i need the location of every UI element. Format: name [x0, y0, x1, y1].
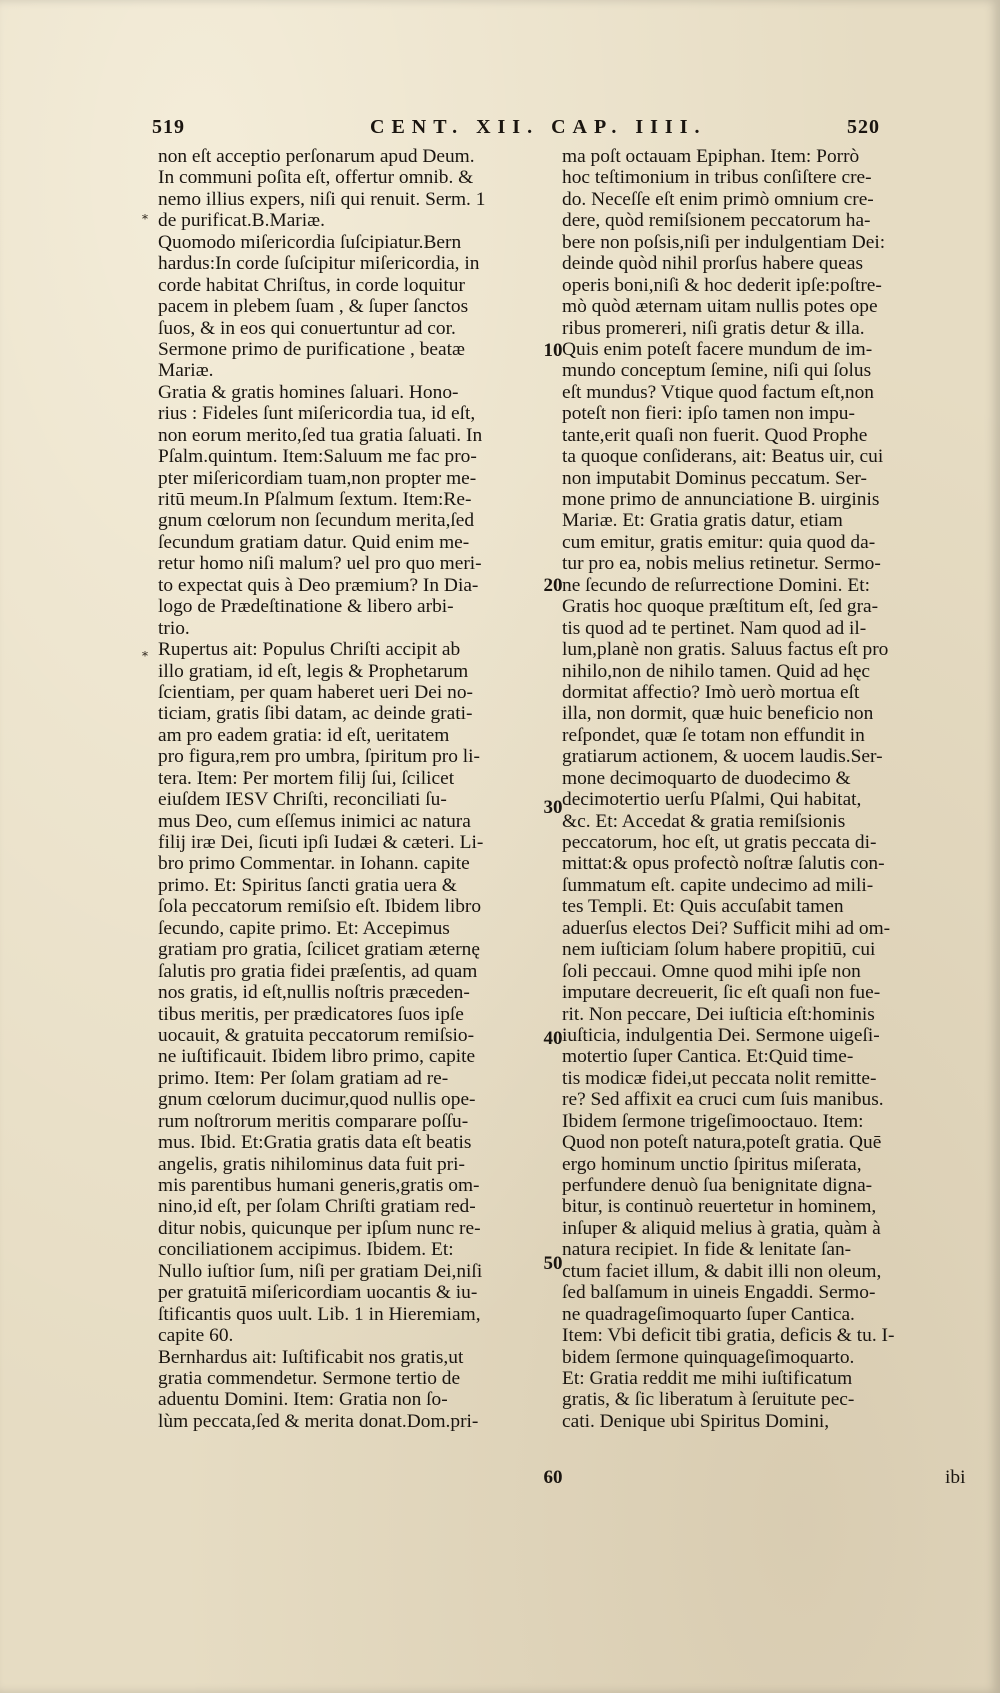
right-text-line: bidem ſermone quinquageſimoquarto. — [562, 1346, 855, 1368]
right-column — [562, 146, 994, 1432]
right-text-line: mò quòd æternam uitam nullis potes ope — [562, 296, 878, 318]
left-text-line: mus Deo, cum eſſemus inimici ac natura — [158, 810, 471, 832]
left-text-line: eiuſdem IESV Chriſti, reconciliati ſu- — [158, 789, 447, 811]
line-number: 10 — [543, 340, 563, 361]
right-text-line: tante,erit quaſi non fuerit. Quod Prophe — [562, 424, 868, 446]
left-text-line: In communi poſita eſt, offertur omnib. & — [158, 167, 474, 189]
left-text-line: Sermone primo de purificatione , beatæ — [158, 338, 465, 360]
right-text-line: Quod non poteſt natura,poteſt gratia. Quē — [562, 1132, 882, 1154]
page-number-right: 520 — [847, 116, 880, 138]
left-text-line: ſola peccatorum remiſsio eſt. Ibidem libro — [158, 896, 482, 918]
right-text-line: ctum faciet illum, & dabit illi non oleum, — [562, 1260, 882, 1282]
right-text-line: dere, quòd remiſsionem peccatorum ha- — [562, 210, 871, 232]
right-text-line: gratis, & ſic liberatum à ſeruitute pec- — [562, 1389, 855, 1411]
left-text-line: pter miſericordiam tuam,non propter me- — [158, 467, 477, 489]
right-text-line: imputare decreuerit, ſic eſt quaſi non fue- — [562, 982, 881, 1004]
left-text-line: ticiam, gratis ſibi datam, ac deinde grati- — [158, 703, 473, 725]
page-number-left: 519 — [152, 116, 185, 138]
left-text-line: mus. Ibid. Et:Gratia gratis data eſt beatis — [158, 1132, 472, 1154]
catchword: ibi — [945, 1467, 966, 1488]
left-text-line: Quomodo miſericordia ſuſcipiatur.Bern — [158, 231, 462, 253]
left-text-line: ſuos, & in eos qui conuertuntur ad cor. — [158, 317, 456, 339]
left-text-line: gnum cœlorum non ſecundum merita,ſed — [158, 510, 475, 532]
right-text-line: tis quod ad te pertinet. Nam quod ad il- — [562, 617, 867, 639]
running-title: CENT. XII. CAP. IIII. — [370, 116, 707, 138]
right-text-line: ne ſecundo de reſurrectione Domini. Et: — [562, 574, 870, 596]
left-text-line: Pſalm.quintum. Item:Saluum me fac pro- — [158, 446, 477, 468]
left-text-line: retur homo niſi malum? uel pro quo meri- — [158, 553, 482, 575]
left-text-line: per gratuitā miſericordiam uocantis & iu- — [158, 1282, 478, 1304]
right-text-line: mundo conceptum ſemine, niſi qui ſolus — [562, 360, 872, 382]
left-text-line: Rupertus ait: Populus Chriſti accipit ab — [158, 639, 461, 661]
right-text-line: hoc teſtimonium in tribus conſiſtere cre- — [562, 167, 872, 189]
left-text-line: aduentu Domini. Item: Gratia non ſo- — [158, 1389, 448, 1411]
right-text-line: Ibidem ſermone trigeſimooctauo. Item: — [562, 1110, 864, 1132]
left-text-line: nemo illius expers, niſi qui renuit. Serm. 1 — [158, 188, 486, 210]
right-text-line: Item: Vbi deficit tibi gratia, deficis & tu. I- — [562, 1325, 895, 1347]
left-text-line: primo. Item: Per ſolam gratiam ad re- — [158, 1067, 449, 1089]
left-text-line: nino,id eſt, per ſolam Chriſti gratiam red- — [158, 1196, 476, 1218]
right-text-line: tes Templi. Et: Quis accuſabit tamen — [562, 896, 844, 918]
right-text-line: natura recipiet. In fide & lenitate ſan- — [562, 1239, 852, 1261]
left-text-line: gratiam pro gratia, ſcilicet gratiam æternę — [158, 939, 480, 961]
left-text-line: ſecundum gratiam datur. Quid enim me- — [158, 531, 470, 553]
right-text-line: ſummatum eſt. capite undecimo ad mili- — [562, 874, 874, 896]
line-number: 20 — [543, 575, 563, 596]
running-header — [140, 116, 880, 142]
left-text-line: pacem in plebem ſuam , & ſuper ſanctos — [158, 296, 469, 318]
left-text-line: ſtificantis quos uult. Lib. 1 in Hieremiam, — [158, 1303, 481, 1325]
left-text-line: capite 60. — [158, 1325, 234, 1347]
right-text-line: ribus promereri, niſi gratis detur & illa. — [562, 317, 865, 339]
right-text-line: bitur, is continuò reuertetur in hominem, — [562, 1196, 877, 1218]
left-text-line: mis parentibus humani generis,gratis om- — [158, 1175, 480, 1196]
right-text-line: mone decimoquarto de duodecimo & — [562, 767, 851, 789]
right-text-line: ergo hominum unctio ſpiritus miſerata, — [562, 1153, 862, 1175]
right-text-line: dormitat affectio? Imò uerò mortua eſt — [562, 681, 860, 703]
left-text-line: ditur nobis, quicunque per ipſum nunc re- — [158, 1217, 481, 1239]
margin-asterisk: * — [142, 212, 148, 226]
left-text-line: Gratia & gratis homines ſaluari. Hono- — [158, 381, 459, 403]
right-text-line: mone primo de annunciatione B. uirginis — [562, 489, 880, 510]
left-text-line: non eorum merito,ſed tua gratia ſaluati. In — [158, 424, 483, 446]
margin-asterisk: * — [142, 649, 148, 663]
left-text-line: nos gratis, id eſt,nullis noſtris præceden- — [158, 982, 470, 1004]
left-text-line: rum noſtrorum meritis comparare poſſu- — [158, 1110, 469, 1132]
left-text-line: ſecundo, capite primo. Et: Accepimus — [158, 917, 450, 939]
left-text-line: trio. — [158, 617, 190, 639]
right-text-line: ta quoque conſiderans, ait: Beatus uir, cui — [562, 446, 884, 468]
right-text-line: &c. Et: Accedat & gratia remiſsionis — [562, 810, 846, 832]
left-text-line: gnum cœlorum ducimur,quod nullis ope- — [158, 1089, 476, 1111]
left-text-line: corde habitat Chriſtus, in corde loquitur — [158, 274, 465, 296]
left-text-line: de purificat.B.Mariæ. — [158, 210, 325, 232]
left-text-line: ſalutis pro gratia fidei præſentis, ad quam — [158, 960, 478, 982]
line-number: 40 — [543, 1028, 563, 1049]
right-text-line: illa, non dormit, quæ huic beneficio non — [562, 703, 874, 725]
right-text-line: deinde quòd nihil prorſus habere queas — [562, 253, 864, 275]
right-text-line: nem iuſticiam ſolum habere propitiū, cui — [562, 939, 876, 961]
left-text-line: non eſt acceptio perſonarum apud Deum. — [158, 146, 475, 167]
left-text-line: Bernhardus ait: Iuſtificabit nos gratis,ut — [158, 1346, 464, 1368]
right-text-line: ne quadrageſimoquarto ſuper Cantica. — [562, 1303, 855, 1325]
right-text-line: do. Neceſſe eſt enim primò omnium cre- — [562, 188, 874, 210]
right-text-line: re? Sed affixit ea cruci cum ſuis manibus. — [562, 1089, 884, 1111]
right-text-line: bere non poſsis,niſi per indulgentiam Dei: — [562, 231, 886, 253]
left-text-line: Mariæ. — [158, 360, 214, 382]
right-text-line: Quis enim poteſt facere mundum de im- — [562, 338, 873, 360]
left-text-line: angelis, gratis nihilominus data fuit pri- — [158, 1153, 465, 1175]
left-text-line: to expectat quis à Deo præmium? In Dia- — [158, 574, 479, 596]
right-text-line: cati. Denique ubi Spiritus Domini, — [562, 1410, 830, 1432]
right-text-line: Gratis hoc quoque præſtitum eſt, ſed gra- — [562, 596, 879, 618]
right-text-line: lum,planè non gratis. Saluus factus eſt pro — [562, 639, 889, 661]
right-text-line: ma poſt octauam Epiphan. Item: Porrò — [562, 146, 860, 167]
left-text-line: primo. Et: Spiritus ſancti gratia uera & — [158, 874, 457, 896]
right-text-line: ſoli peccaui. Omne quod mihi ipſe non — [562, 960, 861, 982]
left-text-line: ritū meum.In Pſalmum ſextum. Item:Re- — [158, 489, 472, 510]
left-text-line: uocauit, & gratuita peccatorum remiſsio- — [158, 1024, 475, 1046]
left-text-line: gratia commendetur. Sermone tertio de — [158, 1367, 461, 1389]
right-text-line: mittat:& opus profectò noſtræ ſalutis con- — [562, 853, 885, 875]
right-text-line: aduerſus electos Dei? Sufficit mihi ad om- — [562, 917, 891, 939]
left-text-line: ſcientiam, per quam haberet ueri Dei no- — [158, 681, 473, 703]
left-text-line: conciliationem accipimus. Ibidem. Et: — [158, 1239, 454, 1261]
right-text-line: nihilo,non de nihilo tamen. Quid ad hęc — [562, 660, 871, 682]
line-number: 30 — [543, 797, 563, 818]
left-text-line: illo gratiam, id eſt, legis & Prophetarum — [158, 660, 469, 682]
right-text-line: reſpondet, quæ ſe totam non effundit in — [562, 724, 865, 746]
right-text-line: iuſticia, indulgentia Dei. Sermone uigeſi- — [562, 1024, 880, 1046]
right-text-line: operis boni,niſi & hoc dederit ipſe:poſtre- — [562, 274, 882, 296]
right-text-line: ſed balſamum in uineis Engaddi. Sermo- — [562, 1282, 876, 1304]
left-text-line: ne iuſtificauit. Ibidem libro primo, capite — [158, 1046, 476, 1068]
right-text-line: eſt mundus? Vtique quod factum eſt,non — [562, 381, 874, 403]
left-text-line: Nullo iuſtior ſum, niſi per gratiam Dei,niſi — [158, 1260, 483, 1282]
left-text-line: tibus meritis, per prædicatores ſuos ipſe — [158, 1003, 464, 1025]
right-text-line: tis modicæ fidei,ut peccata nolit remitte- — [562, 1067, 877, 1089]
right-text-line: peccatorum, hoc eſt, ut gratis peccata di- — [562, 832, 877, 853]
left-text-line: logo de Prædeſtinatione & libero arbi- — [158, 596, 454, 618]
right-text-line: motertio ſuper Cantica. Et:Quid time- — [562, 1046, 854, 1068]
right-text-line: tur pro ea, nobis melius retinetur. Sermo- — [562, 553, 881, 575]
right-text-line: decimotertio uerſu Pſalmi, Qui habitat, — [562, 789, 862, 811]
left-text-line: rius : Fideles ſunt miſericordia tua, id eſt, — [158, 403, 476, 425]
right-text-line: non imputabit Dominus peccatum. Ser- — [562, 467, 867, 489]
left-text-line: am pro eadem gratia: id eſt, ueritatem — [158, 724, 450, 746]
right-text-line: Et: Gratia reddit me mihi iuſtificatum — [562, 1367, 853, 1389]
right-text-line: poteſt non fieri: ipſo tamen non impu- — [562, 403, 855, 425]
right-text-line: perfundere denuò ſua benignitate digna- — [562, 1175, 873, 1196]
line-number: 60 — [543, 1467, 563, 1488]
left-text-line: bro primo Commentar. in Iohann. capite — [158, 853, 470, 875]
left-text-line: pro figura,rem pro umbra, ſpiritum pro li- — [158, 746, 481, 768]
right-text-line: Mariæ. Et: Gratia gratis datur, etiam — [562, 510, 843, 532]
left-text-line: filij iræ Dei, ſicuti ipſi Iudæi & cæteri. Li- — [158, 832, 484, 853]
right-text-line: cum emitur, gratis emitur: quia quod da- — [562, 531, 876, 553]
left-column — [158, 146, 556, 1432]
left-text-line: tera. Item: Per mortem filij ſui, ſcilicet — [158, 767, 455, 789]
right-text-line: inſuper & aliquid melius à gratia, quàm à — [562, 1217, 881, 1239]
right-text-line: gratiarum actionem, & uocem laudis.Ser- — [562, 746, 883, 768]
left-text-line: lùm peccata,ſed & merita donat.Dom.pri- — [158, 1410, 479, 1432]
left-text-line: hardus:In corde ſuſcipitur miſericordia, in — [158, 253, 480, 275]
line-number: 50 — [543, 1253, 563, 1274]
right-text-line: rit. Non peccare, Dei iuſticia eſt:hominis — [562, 1003, 875, 1025]
